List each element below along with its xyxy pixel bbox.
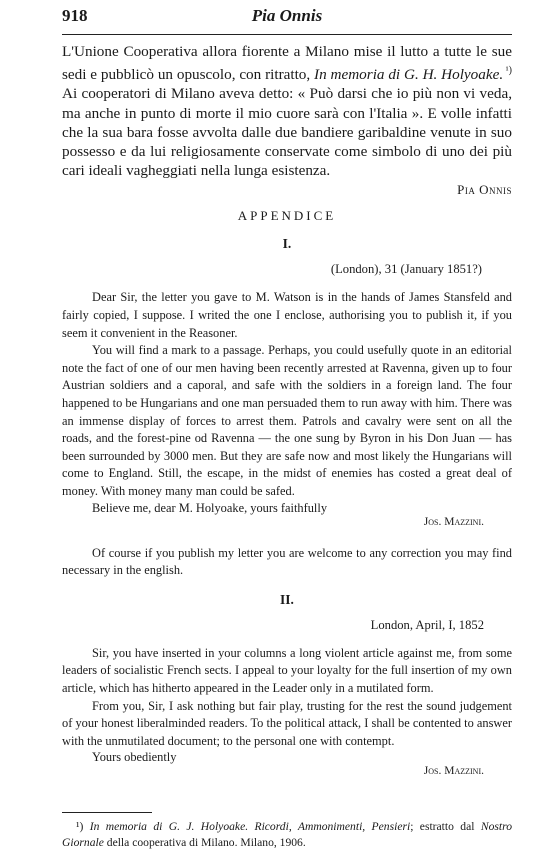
letter-1-dateline: (London), 31 (January 1851?) [330,262,482,277]
letter-2-closing: Yours obediently [92,750,177,765]
letter-2-numeral: II. [280,591,294,607]
letter-2-paragraph-2: From you, Sir, I ask nothing but fair play, trusting for the rest the sound judgement of your honest liberalminded readers. To the political attack, I shall be contented to answer with the unmutilated document; to the personal one with contempt. [62,698,512,748]
footnote-title: In memoria di G. J. Holyoake. Ricordi, Ammonimenti, Pensieri [89,820,411,834]
letter-1-postscript: Of course if you publish my letter you are welcome to any correction you may find necessary in the english. [62,545,512,578]
letter-2-closing-row [62,750,512,784]
main-paragraph-part2: Ai cooperatori di Milano aveva detto: « Può darsi che io più non vi veda, ma anche in punto di morte il mio cuore sarà con l'Italia ». E volle infatti che la sua bara fosse avvolta dalle due bandiere garibaldine venute in suo possesso e da lui religiosamente conservate come simbolo di uno dei più cari ideali vagheggiati nella lunga esistenza. [62,85,512,180]
footnote-mid: ; estratto dal [410,820,481,834]
footnote-rule [62,812,152,813]
letter-1-numeral: I. [282,236,292,252]
letter-1-signature: Jos. Mazzini. [423,515,484,528]
footnote-reference: ¹) [503,65,513,77]
running-head: Pia Onnis [251,6,323,25]
footnote-journal: Nostro Giornale [62,820,512,850]
letter-1-paragraph-2: You will find a mark to a passage. Perhaps, you could usefully quote in an editorial note the fact of one of our men having been recently arrested at Ravenna, given up to four Austrian soldiers and a caporal, and safe with the soldiers in a foreign land. The four happened to be Hungarians and one man persuaded them to run away with him. There was an immense display of forces to arrest them. Patrols and cavalry were sent on all the roads, and the forest-pine od Ravenna — the one sung by Byron in his Don Juan — has been surrounded by 3000 men. But they are safe now and most likely the Hungarians will come to England. Still, the escape, in the midst of enemies has costed a great deal of money. With money many man could be safed. [62,343,512,499]
letter-1-paragraph-1: Dear Sir, the letter you gave to M. Watson is in the hands of James Stansfeld and fairly copied, I suppose. I writed the one I enclose, authorising you to publish it, if you seem it convenient in the Reasoner. [62,290,512,340]
letter-2-signature: Jos. Mazzini. [423,765,484,778]
main-paragraph [62,42,512,180]
appendix-title: APPENDICE [237,208,337,224]
letter-1-closing: Believe me, dear M. Holyoake, yours faithfully [92,500,328,515]
footnote [62,819,512,851]
page-header [62,0,512,35]
main-paragraph-title: In memoria di G. H. Holyoake. [314,66,504,84]
footnote-marker: ¹) [76,820,90,834]
letter-1-closing-row [62,501,512,535]
footnote-end: della cooperativa di Milano. Milano, 1906. [103,836,306,850]
letter-2-dateline: London, April, I, 1852 [370,617,484,632]
letter-2-paragraph-1: Sir, you have inserted in your columns a long violent article against me, from some leaders of socialistic French sects. I appeal to your loyalty for the full insertion of my own article, which has hitherto appeared in the Leader only in a mutilated form. [62,645,512,695]
page-number: 918 [62,6,88,25]
author-signature: Pia Onnis [457,182,512,198]
main-paragraph-part1: L'Unione Cooperativa allora fiorente a Milano mise il lutto a tutte le sue sedi e pubblicò un opuscolo, con ritratto, [62,43,512,84]
